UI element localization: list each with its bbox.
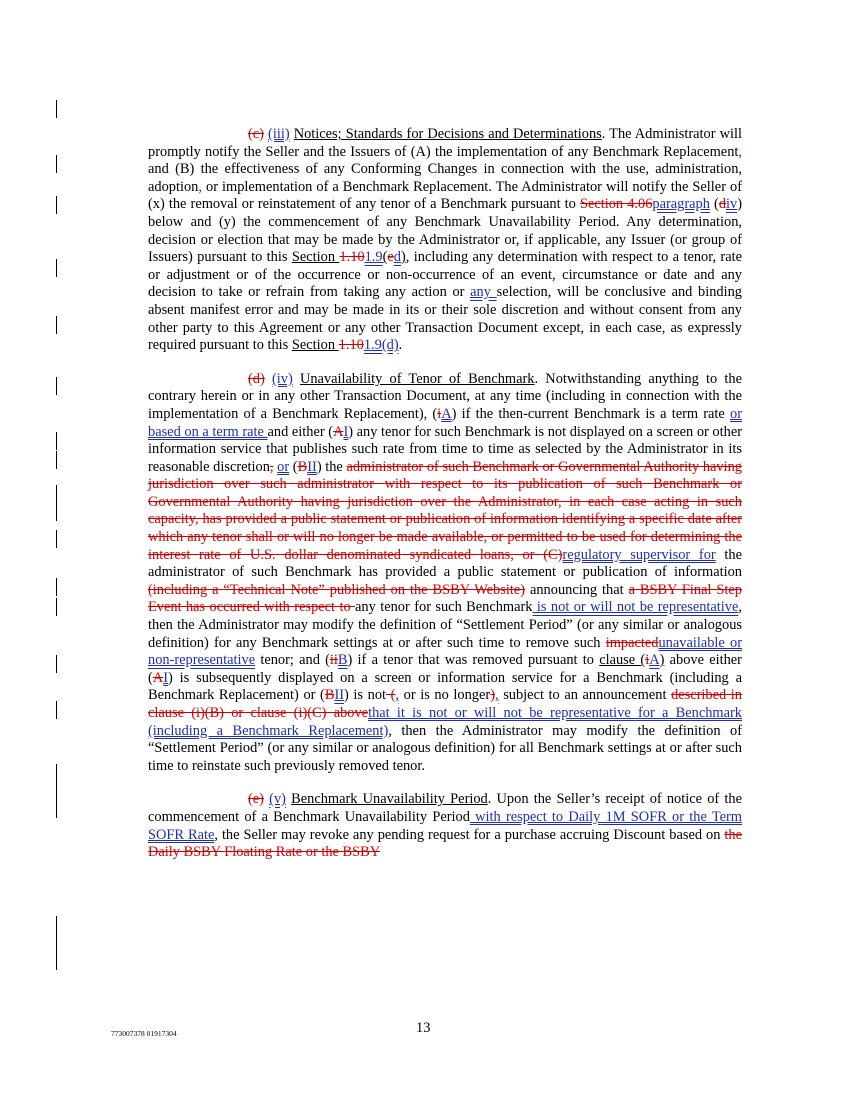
- deleted-text: (d): [248, 370, 265, 387]
- text-run: .: [398, 337, 403, 354]
- text-run: Notices; Standards for Decisions and Determinations: [293, 126, 602, 142]
- text-run: ) the: [316, 458, 347, 475]
- text-run: any tenor for such Benchmark: [355, 599, 533, 616]
- inserted-text: or: [277, 458, 290, 475]
- text-run: [293, 371, 300, 387]
- deleted-text: ,: [269, 458, 274, 475]
- text-run: (: [709, 196, 719, 213]
- text-run: . Upon the Seller’s receipt of notice of the commencement of a Benchmark Unavailability Period: [148, 791, 742, 825]
- inserted-text: regulatory supervisor for: [562, 546, 716, 563]
- text-run: ) is not: [344, 687, 387, 704]
- change-bar: [56, 485, 57, 521]
- text-run: ): [659, 652, 665, 669]
- text-run: and either (: [267, 423, 334, 440]
- page-number: 13: [416, 1020, 431, 1036]
- change-bar: [56, 432, 57, 450]
- inserted-text: paragraph: [652, 196, 710, 213]
- text-run: and (B) the effectiveness of any Conforming Changes in connection with the use, administration, adoption: [148, 161, 742, 195]
- text-run: Benchmark Unavailability Period: [291, 791, 488, 808]
- text-run: Section: [291, 249, 340, 266]
- inserted-text: I: [163, 669, 168, 686]
- inserted-text: unavailable or non-representative: [148, 634, 742, 669]
- deleted-text: impacted: [605, 634, 659, 651]
- document-id: 773007378 01917304: [111, 1029, 177, 1038]
- text-run: Section: [291, 337, 339, 354]
- change-bar: [56, 530, 57, 548]
- inserted-text: ,: [494, 687, 499, 704]
- change-bar: [56, 377, 57, 395]
- deleted-text: ): [490, 687, 495, 704]
- inserted-text: is not or will not be representative: [532, 599, 739, 616]
- inserted-text: that it is not or will not be representative for a Benchmark (including a Benchmark Replacement): [148, 705, 743, 739]
- inserted-text: 1.9: [364, 249, 383, 266]
- inserted-text: A: [441, 405, 452, 422]
- text-run: above either (: [148, 652, 742, 686]
- text-run: ) if a tenor that was removed pursuant to: [347, 652, 600, 669]
- text-run: . The Administrator will promptly notify the Seller and the Issuers of (A) the implementation of any Benchmark Replacement: [148, 126, 742, 160]
- inserted-text: 1.9(d): [363, 337, 399, 354]
- inserted-text: (v): [269, 791, 286, 808]
- text-run: tenor; and (: [255, 652, 330, 669]
- text-run: or is no longer: [399, 687, 491, 704]
- deleted-text: i: [645, 652, 650, 669]
- text-run: ): [401, 249, 406, 266]
- change-bar: [56, 316, 57, 334]
- deleted-text: a BSBY Final Step Event has occurred with respect to: [148, 581, 743, 616]
- change-bar: [56, 155, 57, 173]
- paragraph-benchmark-unavailability-period: [148, 791, 742, 861]
- text-run: , then the Administrator may modify the definition of “Settlement Period” (or any similar or analogous definition) for any Benchmark settings at or after such time to remove such: [148, 599, 742, 651]
- inserted-text: (iii): [268, 126, 290, 142]
- text-run: the administrator of such Benchmark has provided a public statement or publication of information: [148, 546, 742, 581]
- inserted-text: ,: [198, 178, 202, 195]
- text-run: ) any tenor for such Benchmark is not displayed on a screen or other information service that publishes such rate from time to time as selected by the Administrator in its reasonable discretion: [148, 423, 742, 475]
- deleted-text: (e): [248, 791, 264, 808]
- text-run: (: [382, 249, 388, 266]
- inserted-text: d: [393, 249, 401, 266]
- deleted-text: B: [324, 687, 335, 704]
- deleted-text: 1.10: [339, 249, 365, 266]
- inserted-text: ,: [738, 143, 742, 160]
- paragraph-notices: [148, 126, 742, 355]
- deleted-text: administrator of such Benchmark or Governmental Authority having jurisdiction over such administrator with respect to its publication of such Benchmark or Governmental Authority having jurisdiction over the Administrator, in each case acting in such capacity, has provided a public statement or publication of information identifying a specific date after which any tenor shall or will no longer be made available, or permitted to be used for determining the interest rate of U.S. dollar denominated syndicated loans, or (C): [148, 458, 743, 563]
- text-run: ) is subsequently displayed on a screen or information service for a Benchmark (including a Benchmark Replacement) or (: [148, 669, 742, 704]
- text-run: or implementation of a Benchmark Replacement. The Administrator will notify the Seller of (x) the removal or reinstatement of any tenor of a Benchmark pursuant to: [148, 178, 742, 213]
- inserted-text: or based on a term rate: [148, 405, 742, 440]
- deleted-text: A: [152, 669, 164, 686]
- inserted-text: iv: [726, 196, 738, 213]
- inserted-text: I: [343, 423, 349, 440]
- deleted-text: e: [387, 249, 394, 266]
- deleted-text: B: [297, 458, 308, 475]
- deleted-text: i: [437, 405, 442, 422]
- text-run: ) if the then-current Benchmark is a term rate: [451, 405, 730, 422]
- deleted-text: ii: [329, 652, 338, 669]
- change-bar: [56, 764, 57, 818]
- change-bar: [56, 598, 57, 616]
- inserted-text: with respect to Daily 1M SOFR or the Term SOFR Rate: [148, 808, 742, 843]
- text-run: , the Seller may revoke any pending request for a purchase accruing Discount based on: [214, 826, 725, 843]
- inserted-text: (iv): [271, 370, 293, 387]
- text-run: selection, will be conclusive and binding absent manifest error and may be made in its or their sole discretion and without consent from any other party to this Agreement or any other Transaction Document except, in each case, as expressly required pursuant to this: [148, 284, 742, 354]
- inserted-text: II: [334, 687, 345, 704]
- text-run: announcing that: [525, 581, 629, 598]
- deleted-text: (: [386, 687, 396, 704]
- text-run: . Notwithstanding anything to the contrary herein or in any other Transaction Document, at any time (including in connection with the implementation of a Benchmark Replacement), (: [148, 370, 742, 422]
- text-run: , then the Administrator may modify the definition of “Settlement Period” (or any similar or analogous definition) for all Benchmark settings at or after such time to reinstate such previously removed tenor.: [148, 722, 742, 774]
- deleted-text: Section 4.06: [579, 196, 653, 213]
- text-run: , including any determination with respect to a tenor, rate or adjustment or of the occurrence or non-occurrence of an event, circumstance or date and any decision to take or refrain from taking any action or: [148, 249, 742, 301]
- text-run: (: [289, 458, 298, 475]
- inserted-text: any: [470, 284, 497, 301]
- change-bar: [56, 259, 57, 277]
- text-run: [265, 371, 272, 387]
- deleted-text: A: [333, 423, 344, 440]
- deleted-text: described in clause (i)(B) or clause (i)(C) above: [148, 687, 742, 721]
- change-bar: [56, 100, 57, 118]
- change-bar: [56, 701, 57, 719]
- text-run: Unavailability of Tenor of Benchmark: [299, 370, 535, 387]
- change-bar: [56, 196, 57, 214]
- deleted-text: the Daily BSBY Floating Rate or the BSBY: [148, 826, 742, 861]
- text-run: clause (: [599, 652, 646, 669]
- change-bar: [56, 451, 57, 469]
- inserted-text: ,: [395, 687, 400, 704]
- inserted-text: B: [337, 652, 348, 669]
- deleted-text: (including a “Technical Note” published on the BSBY Website): [148, 581, 526, 598]
- text-run: subject to an announcement: [498, 687, 672, 704]
- deleted-text: (c): [248, 126, 264, 142]
- inserted-text: A: [649, 652, 660, 669]
- deleted-text: 1.10: [338, 337, 364, 354]
- change-bar: [56, 916, 57, 970]
- inserted-text: II: [307, 458, 317, 475]
- change-bar: [56, 578, 57, 596]
- deleted-text: d: [718, 196, 727, 213]
- text-run: ) below and (y) the commencement of any Benchmark Unavailability Period. Any determination, decision or election that may be made by the Administrator or, if applicable, any Issuer (or group of Issuers) pursuant to this: [148, 196, 743, 266]
- change-bar: [56, 655, 57, 673]
- paragraph-unavailability-of-tenor: [148, 371, 742, 776]
- document-body: [148, 126, 742, 878]
